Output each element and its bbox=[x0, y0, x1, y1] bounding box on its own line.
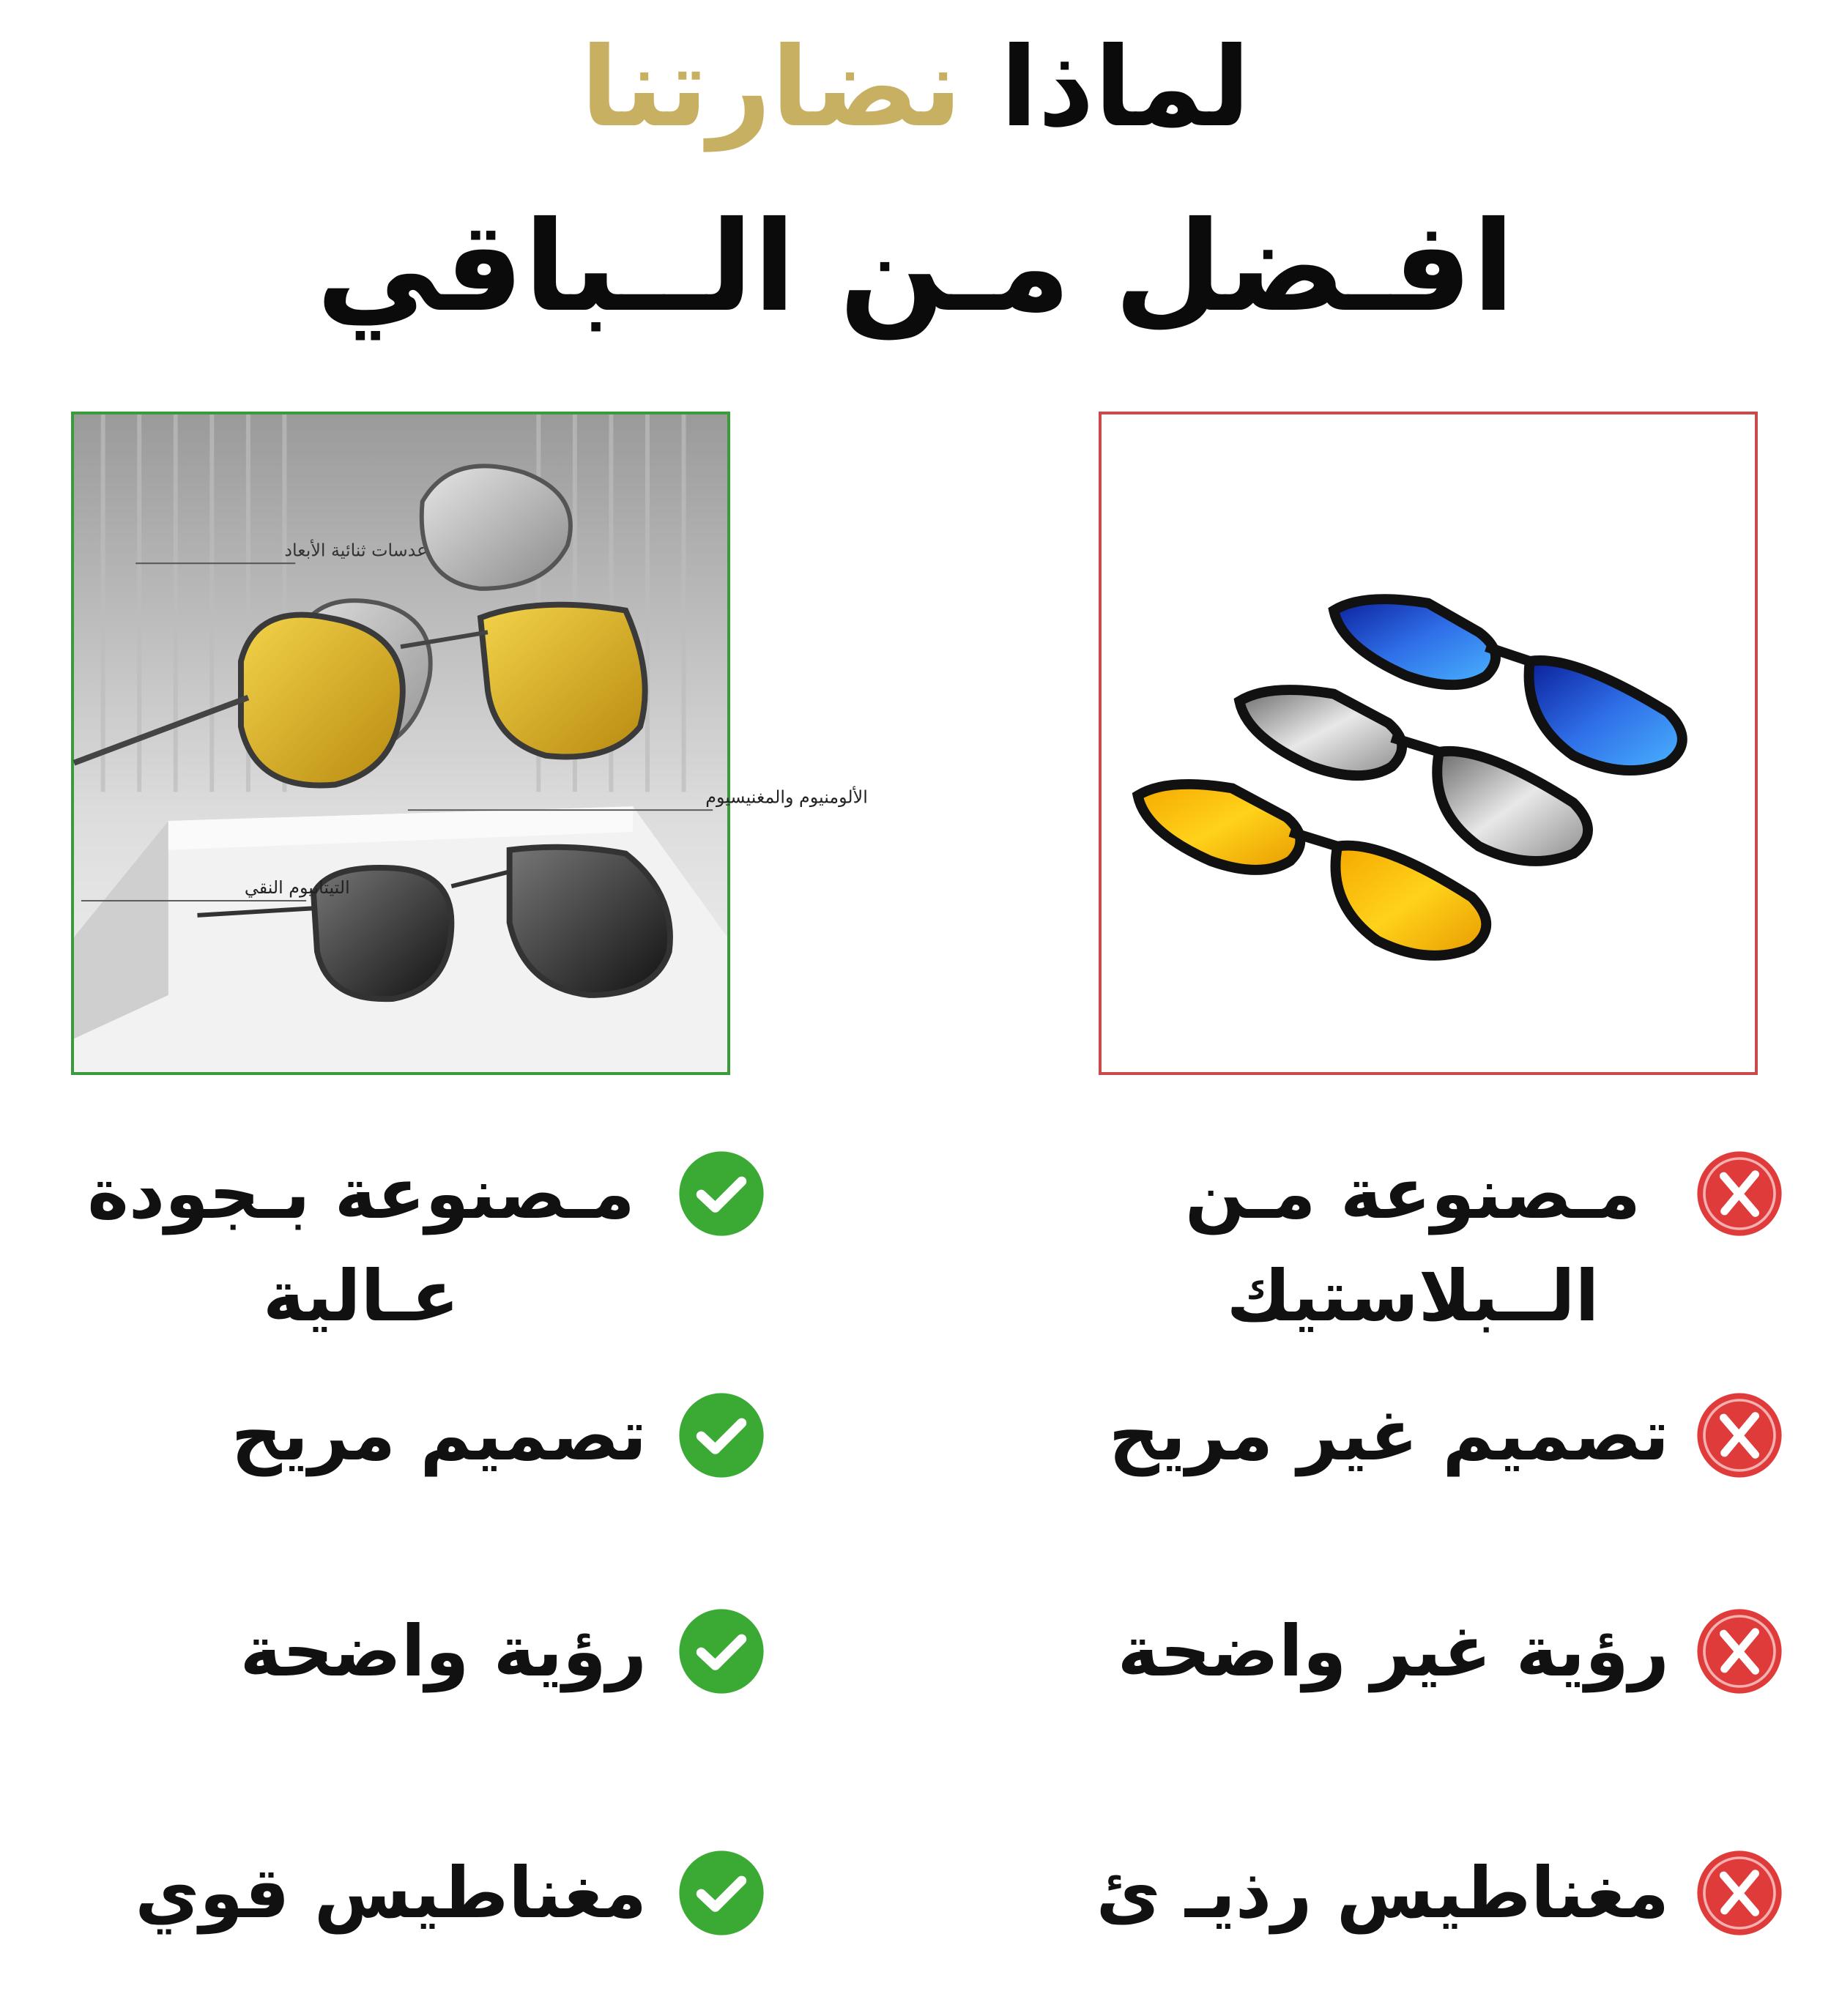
cross-circle-icon bbox=[1696, 1607, 1783, 1695]
check-circle-icon bbox=[677, 1150, 765, 1238]
bad-product-photo bbox=[1099, 412, 1758, 1075]
good-feature-text: مـصنوعة بـجودة عـالية bbox=[87, 1153, 635, 1337]
cross-circle-icon bbox=[1696, 1391, 1783, 1479]
label-pure-titanium: التيتانيوم النقي bbox=[244, 877, 350, 899]
bad-feature-text: مـصنوعة مـن الــبلاستيك bbox=[1184, 1153, 1641, 1337]
cross-circle-icon bbox=[1696, 1150, 1783, 1238]
bad-feature-text: تصميم غير مريح bbox=[1108, 1394, 1669, 1476]
check-circle-icon bbox=[677, 1849, 765, 1937]
bad-feature-3 bbox=[1118, 1600, 1783, 1703]
bad-feature-text: مغناطيس رذيـ ئ bbox=[1096, 1852, 1669, 1934]
good-feature-text: مغناطيس قوي bbox=[135, 1852, 647, 1934]
page-subtitle: افـضل مـن الــباقي bbox=[316, 195, 1515, 340]
good-feature-text: تصميم مريح bbox=[231, 1394, 647, 1476]
good-feature-2 bbox=[231, 1384, 765, 1487]
page-title bbox=[0, 24, 1831, 152]
check-circle-icon bbox=[677, 1391, 765, 1479]
label-2d-lenses: عدسات ثنائية الأبعاد bbox=[284, 540, 428, 561]
check-circle-icon bbox=[677, 1607, 765, 1695]
good-feature-3 bbox=[240, 1600, 765, 1703]
bad-feature-text: رؤية غير واضحة bbox=[1117, 1610, 1669, 1692]
title-part1: لماذا bbox=[1000, 24, 1251, 152]
good-feature-1 bbox=[75, 1142, 765, 1347]
bad-feature-1 bbox=[1156, 1142, 1783, 1347]
label-aluminum-magnesium: الألومنيوم والمغنيسيوم bbox=[705, 786, 868, 808]
cross-circle-icon bbox=[1696, 1849, 1783, 1937]
bad-feature-2 bbox=[1109, 1384, 1783, 1487]
good-feature-text: رؤية واضحة bbox=[239, 1610, 647, 1692]
good-product-photo bbox=[71, 412, 868, 1075]
good-feature-4 bbox=[135, 1842, 765, 1944]
bad-feature-4 bbox=[1096, 1842, 1783, 1944]
title-accent: نضارتنا bbox=[580, 24, 962, 152]
